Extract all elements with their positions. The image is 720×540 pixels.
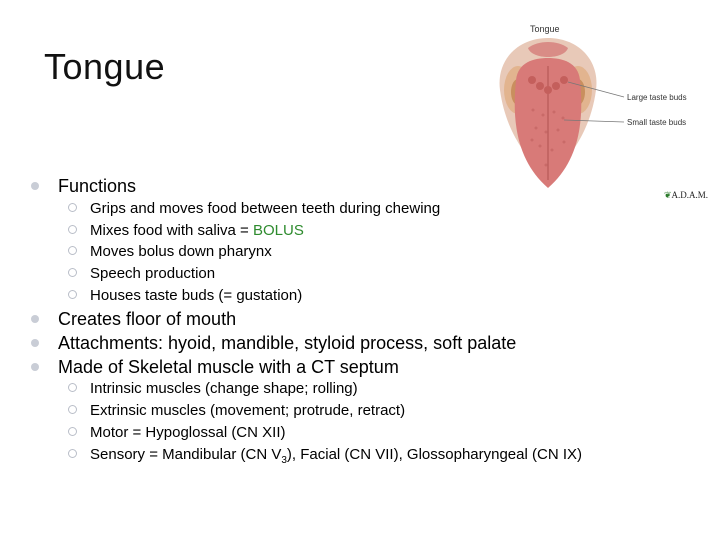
tongue-figure	[488, 20, 720, 210]
bullet-functions	[58, 176, 136, 197]
bullet-dot	[31, 182, 39, 190]
bullet-dot	[31, 363, 39, 371]
list-item	[90, 446, 582, 466]
function-item: Mixes food with saliva =	[90, 222, 253, 239]
function-item: Houses taste buds (= gustation)	[90, 287, 303, 304]
label-large-taste-buds: Large taste buds	[627, 93, 687, 102]
bullet-circle	[68, 268, 77, 277]
bullet-circle	[68, 405, 77, 414]
tongue-illustration	[488, 20, 720, 210]
list-item	[90, 243, 272, 260]
slide-title: Tongue	[44, 46, 166, 87]
sensory-prefix: Sensory = Mandibular (CN V	[90, 446, 282, 463]
function-item: Speech production	[90, 265, 216, 282]
bullet-dot	[31, 339, 39, 347]
list-item	[90, 265, 215, 282]
list-item	[90, 287, 302, 304]
figure-title: Tongue	[530, 24, 560, 34]
bullet-circle	[68, 427, 77, 436]
bolus-highlight: BOLUS	[253, 222, 304, 239]
muscle-heading: Made of Skeletal muscle with a CT septum	[58, 357, 399, 377]
functions-heading: Functions	[58, 176, 137, 196]
bullet-circle	[68, 449, 77, 458]
bullet-circle	[68, 290, 77, 299]
list-item	[90, 424, 285, 441]
label-small-taste-buds: Small taste buds	[627, 118, 687, 127]
function-item: Grips and moves food between teeth during chewing	[90, 200, 441, 217]
bullet-floor	[58, 309, 236, 330]
list-item	[90, 402, 405, 419]
bullet-circle	[68, 203, 77, 212]
bullet-dot	[31, 315, 39, 323]
bullet-circle	[68, 246, 77, 255]
sensory-subscript: 3	[281, 455, 287, 466]
adam-logo: ❦A.D.A.M.	[664, 190, 709, 200]
function-item: Moves bolus down pharynx	[90, 243, 272, 260]
bullet-circle	[68, 383, 77, 392]
sensory-suffix: ), Facial (CN VII), Glossopharyngeal (CN IX)	[286, 446, 582, 463]
floor-text: Creates floor of mouth	[58, 309, 237, 329]
muscle-item: Intrinsic muscles (change shape; rolling)	[90, 380, 358, 397]
list-item	[90, 380, 358, 397]
bullet-circle	[68, 225, 77, 234]
bullet-attachments	[58, 333, 516, 354]
muscle-item: Motor = Hypoglossal (CN XII)	[90, 424, 286, 441]
bullet-muscle	[58, 357, 399, 378]
muscle-item: Extrinsic muscles (movement; protrude, retract)	[90, 402, 406, 419]
list-item	[90, 200, 440, 217]
attachments-text: Attachments: hyoid, mandible, styloid process, soft palate	[58, 333, 517, 353]
list-item	[90, 222, 304, 239]
